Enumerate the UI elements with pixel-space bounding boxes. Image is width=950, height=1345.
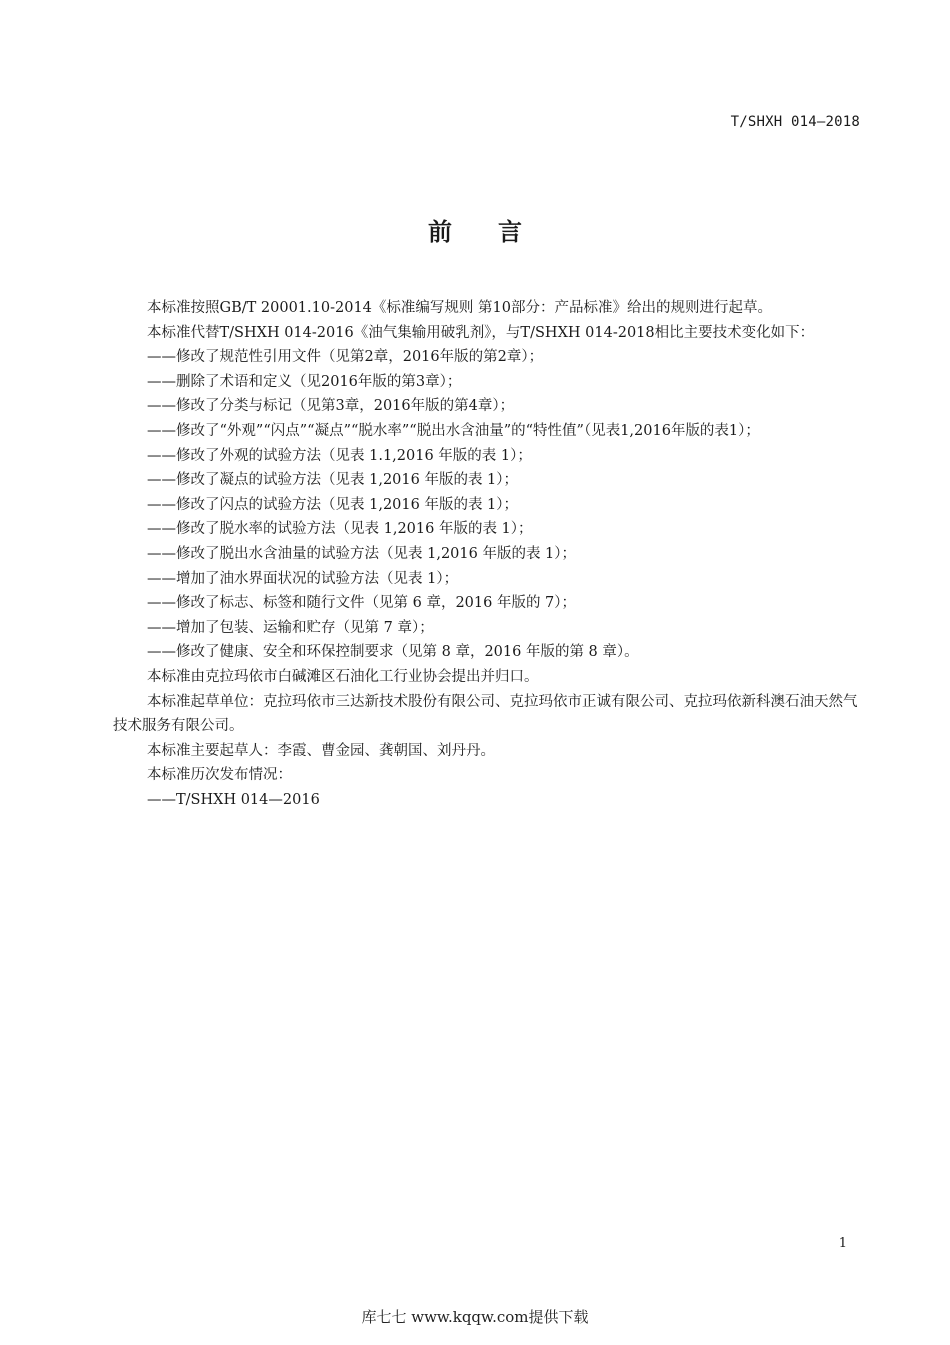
paragraph: ——修改了分类与标记（见第3章，2016年版的第4章）；: [147, 398, 515, 415]
paragraph: ——修改了闪点的试验方法（见表 1,2016 年版的表 1）；: [147, 496, 519, 513]
paragraph: 本标准起草单位：克拉玛依市三达新技术股份有限公司、克拉玛依市正诚有限公司、克拉玛依新科澳石油天然气技术服务有限公司。: [113, 693, 858, 735]
document-code: T/SHXH 014—2018: [730, 114, 860, 130]
paragraph: 本标准代替T/SHXH 014-2016《油气集输用破乳剂》，与T/SHXH 014-2018相比主要技术变化如下：: [147, 324, 815, 341]
page-number: 1: [838, 1236, 847, 1251]
footer-watermark: 库七七 www.kqqw.com提供下载: [361, 1308, 589, 1326]
paragraph: ——修改了健康、安全和环保控制要求（见第 8 章，2016 年版的第 8 章）。: [147, 644, 639, 661]
page-title: 前言: [428, 218, 568, 246]
paragraph: 本标准按照GB/T 20001.10-2014《标准编写规则 第10部分：产品标准》给出的规则进行起草。: [147, 300, 772, 316]
paragraph: ——修改了外观的试验方法（见表 1.1,2016 年版的表 1）；: [147, 447, 532, 464]
foreword-body: [113, 296, 861, 812]
paragraph: 本标准主要起草人：李霞、曹金园、龚朝国、刘丹丹。: [147, 742, 495, 759]
paragraph: ——修改了“外观”“闪点”“凝点”“脱水率”“脱出水含油量”的“特性值”（见表1,2016年版的表1）；: [147, 422, 760, 439]
paragraph: ——T/SHXH 014—2016: [147, 791, 320, 808]
paragraph: ——修改了脱出水含油量的试验方法（见表 1,2016 年版的表 1）；: [147, 545, 577, 562]
paragraph: ——删除了术语和定义（见2016年版的第3章）；: [147, 373, 462, 390]
paragraph: ——修改了标志、标签和随行文件（见第 6 章，2016 年版的 7）；: [147, 595, 577, 612]
paragraph: ——修改了规范性引用文件（见第2章，2016年版的第2章）；: [147, 349, 544, 366]
paragraph: ——增加了包装、运输和贮存（见第 7 章）；: [147, 619, 434, 636]
paragraph: ——修改了脱水率的试验方法（见表 1,2016 年版的表 1）；: [147, 521, 533, 538]
paragraph: 本标准历次发布情况：: [147, 767, 292, 784]
paragraph: ——增加了油水界面状况的试验方法（见表 1）；: [147, 570, 459, 587]
paragraph: 本标准由克拉玛依市白碱滩区石油化工行业协会提出并归口。: [147, 668, 539, 685]
paragraph: ——修改了凝点的试验方法（见表 1,2016 年版的表 1）；: [147, 472, 519, 489]
